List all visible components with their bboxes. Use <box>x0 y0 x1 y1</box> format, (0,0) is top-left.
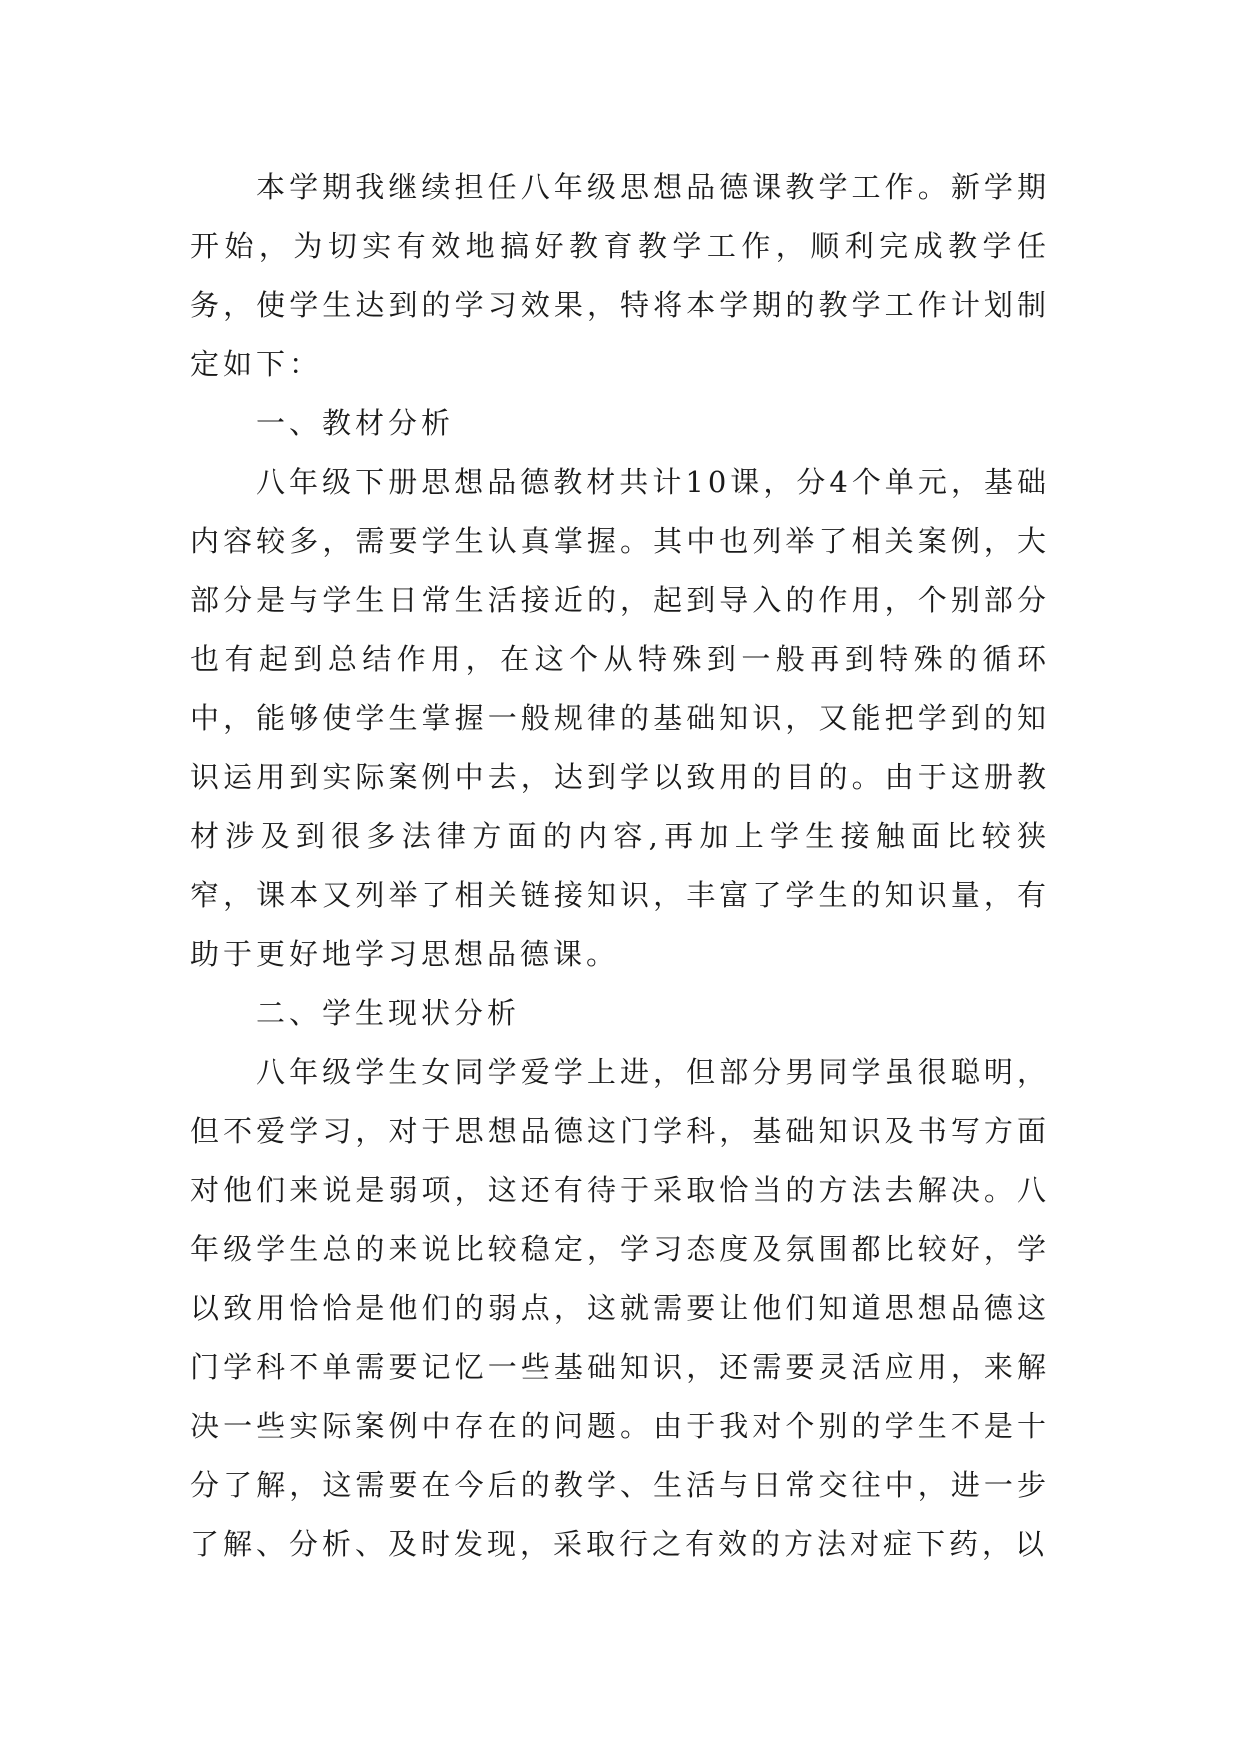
intro-paragraph: 本学期我继续担任八年级思想品德课教学工作。新学期开始，为切实有效地搞好教育教学工作，顺利完成教学任务，使学生达到的学习效果，特将本学期的教学工作计划制定如下： <box>190 170 1050 381</box>
document-body <box>190 158 1050 1574</box>
section-heading-student-analysis: 二、学生现状分析 <box>256 996 521 1030</box>
student-analysis-paragraph: 八年级学生女同学爱学上进，但部分男同学虽很聪明，但不爱学习，对于思想品德这门学科，基础知识及书写方面对他们来说是弱项，这还有待于采取恰当的方法去解决。八年级学生总的来说比较稳定，学习态度及氛围都比较好，学以致用恰恰是他们的弱点，这就需要让他们知道思想品德这门学科不单需要记忆一些基础知识，还需要灵活应用，来解决一些实际案例中存在的问题。由于我对个别的学生不是十分了解，这需要在今后的教学、生活与日常交往中，进一步了解、分析、及时发现，采取行之有效的方法对症下药，以 <box>190 1055 1050 1561</box>
section-heading-textbook-analysis: 一、教材分析 <box>256 406 455 440</box>
textbook-analysis-paragraph: 八年级下册思想品德教材共计10课，分4个单元，基础内容较多，需要学生认真掌握。其中也列举了相关案例，大部分是与学生日常生活接近的，起到导入的作用，个别部分也有起到总结作用，在这个从特殊到一般再到特殊的循环中，能够使学生掌握一般规律的基础知识，又能把学到的知识运用到实际案例中去，达到学以致用的目的。由于这册教材涉及到很多法律方面的内容,再加上学生接触面比较狭窄，课本又列举了相关链接知识，丰富了学生的知识量，有助于更好地学习思想品德课。 <box>190 465 1050 971</box>
